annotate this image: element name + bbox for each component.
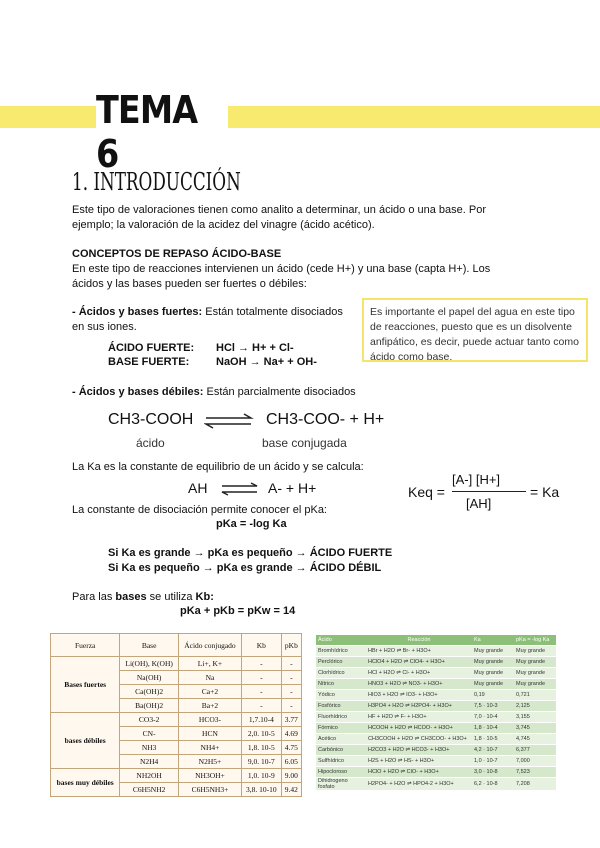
ah-equilibrium-arrows-icon [220,482,260,496]
table-cell: - [281,671,301,685]
table-cell: HNO3 + H2O ⇌ NO3- + H3O+ [366,679,472,690]
table-cell: Nítrico [316,679,366,690]
table-cell: Ba+2 [178,699,241,713]
keq-numerator: [A-] [H+] [452,472,501,487]
table-cell: CO3-2 [120,713,179,727]
table-cell: Ba(OH)2 [120,699,179,713]
table-cell: Muy grande [514,668,556,679]
table-cell: HClO4 + H2O ⇌ ClO4- + H3O+ [366,657,472,668]
table-cell: 3,155 [514,712,556,723]
strong-label: - Ácidos y bases fuertes: [72,306,203,318]
strong-paragraph [72,305,352,335]
table-header-cell: Ka [472,635,514,646]
table-cell: Na [178,671,241,685]
table-cell: Ca(OH)2 [120,685,179,699]
acid-label: ácido [136,436,165,450]
table-cell: - [281,685,301,699]
pka-formula: pKa = -log Ka [216,518,287,530]
ka-paragraph: La Ka es la constante de equilibrio de un ácido y se calcula: [72,461,364,473]
table-row [316,690,556,701]
table-cell: 6.05 [281,755,301,769]
table-cell: N2H5+ [178,755,241,769]
table-cell: HCOOH + H2O ⇌ HCOO- + H3O+ [366,723,472,734]
bases-suffix: se utiliza [146,591,196,603]
title-band-left [0,106,96,128]
table-cell: N2H4 [120,755,179,769]
table-cell: 1,0. 10-9 [241,769,281,783]
table-header-cell: Ácido [316,635,366,646]
rule-strong: Si Ka es grande → pKa es pequeño → ÁCIDO FUERTE [108,547,393,559]
keq-equals-ka: = Ka [530,484,560,500]
table-row [316,778,556,791]
table-cell: Clorhídrico [316,668,366,679]
conjugate-base-label: base conjugada [262,436,347,450]
table-cell: 3,0 · 10-8 [472,767,514,778]
table-cell: HCN [178,727,241,741]
group-label: bases débiles [51,713,120,769]
table-cell: 6,377 [514,745,556,756]
group-label: bases muy débiles [51,769,120,797]
table-cell: HF + H2O ⇌ F- + H3O+ [366,712,472,723]
table-cell: Muy grande [472,657,514,668]
table-cell: Acético [316,734,366,745]
table-row [316,734,556,745]
table-row [51,769,302,783]
acetate-formula: CH3-COO- + H+ [266,411,385,428]
title-band-right [228,106,600,128]
equilibrium-arrows-icon [204,413,254,429]
table-cell: 2,0. 10-5 [241,727,281,741]
table-cell: Carbónico [316,745,366,756]
table-cell: 3.77 [281,713,301,727]
weak-label: - Ácidos y bases débiles: [72,386,204,398]
table-row [316,723,556,734]
weak-text: Están parcialmente disociados [203,386,356,398]
table-header-cell: Fuerza [51,634,120,657]
table-cell: 1,8. 10-5 [241,741,281,755]
table-cell: CN- [120,727,179,741]
table-cell: 7,000 [514,756,556,767]
table-cell: H2CO3 + H2O ⇌ HCO3- + H3O+ [366,745,472,756]
table-cell: H3PO4 + H2O ⇌ H2PO4- + H3O+ [366,701,472,712]
table-row [51,657,302,671]
table-cell: NH4+ [178,741,241,755]
table-row [316,679,556,690]
table-header-cell: Reacción [366,635,472,646]
pkb-formula: pKa + pKb = pKw = 14 [180,605,296,617]
table-cell: HBr + H2O ⇌ Br- + H3O+ [366,646,472,657]
table-cell: HIO3 + H2O ⇌ IO3- + H3O+ [366,690,472,701]
concepts-paragraph: En este tipo de reacciones intervienen un ácido (cede H+) y una base (capta H+). Los ácidos y las bases pueden ser fuertes o débiles: [72,263,491,290]
page-title: TEMA 6 [96,88,212,138]
acids-table [316,635,556,791]
table-cell: 4.75 [281,741,301,755]
table-cell: C6H5NH2 [120,783,179,797]
table-row [316,657,556,668]
table-header-cell: pKa = -log Ka [514,635,556,646]
table-cell: - [241,657,281,671]
weak-paragraph [72,385,392,400]
bases-word: bases [115,591,147,603]
table-cell: 2,125 [514,701,556,712]
table-cell: 4.69 [281,727,301,741]
pka-paragraph: La constante de disociación permite conocer el pKa: [72,504,327,516]
water-note: Es importante el papel del agua en este tipo de reacciones, puesto que es un disolvente anfipático, es decir, puede actuar tanto como ácido como base. [362,298,588,362]
base-strong-equation: NaOH → Na+ + OH- [216,356,317,368]
table-cell: HClO + H2O ⇌ ClO- + H3O+ [366,767,472,778]
table-cell: H2PO4- + H2O ⇌ HPO4-2 + H3O+ [366,778,472,791]
table-cell: Fórmico [316,723,366,734]
table-cell: Na(OH) [120,671,179,685]
table-cell: Li(OH), K(OH) [120,657,179,671]
table-cell: 1,8 · 10-4 [472,723,514,734]
table-row [316,767,556,778]
acids-table-body [316,646,556,791]
keq-fraction-line [452,491,526,492]
table-cell: H2S + H2O ⇌ HS- + H3O+ [366,756,472,767]
table-cell: 7,523 [514,767,556,778]
table-cell: Hipocloroso [316,767,366,778]
section-title: 1. INTRODUCCIÓN [72,168,241,196]
table-header-row [316,635,556,646]
table-cell: CH3COOH + H2O ⇌ CH3COO- + H3O+ [366,734,472,745]
table-cell: 4,2 · 10-7 [472,745,514,756]
table-header-cell: pKb [281,634,301,657]
table-cell: - [241,699,281,713]
table-header-cell: Ácido conjugado [178,634,241,657]
table-cell: 7,208 [514,778,556,791]
table-cell: 9.42 [281,783,301,797]
table-cell: Muy grande [514,679,556,690]
acid-strong-equation: HCl → H+ + Cl- [216,342,294,354]
table-row [51,713,302,727]
table-cell: 6,2 · 10-8 [472,778,514,791]
table-cell: 9.00 [281,769,301,783]
table-cell: 7,5 · 10-3 [472,701,514,712]
table-cell: Perclórico [316,657,366,668]
table-cell: - [281,699,301,713]
intro-paragraph: Este tipo de valoraciones tienen como analito a determinar, un ácido o una base. Por ejemplo; la valoración de la acidez del vinagre (ácido acético). [72,204,486,231]
table-cell: C6H5NH3+ [178,783,241,797]
table-cell: 9,0. 10-7 [241,755,281,769]
table-cell: NH3OH+ [178,769,241,783]
keq-label: Keq = [408,484,445,500]
table-cell: 3,745 [514,723,556,734]
table-cell: Muy grande [472,668,514,679]
bases-table [50,633,302,797]
table-cell: 3,8. 10-10 [241,783,281,797]
table-cell: Yódico [316,690,366,701]
table-header-cell: Kb [241,634,281,657]
table-header-row [51,634,302,657]
table-cell: 7,0 · 10-4 [472,712,514,723]
table-row [316,646,556,657]
table-cell: Sulfhídrico [316,756,366,767]
table-cell: Fosfórico [316,701,366,712]
table-cell: HCO3- [178,713,241,727]
acetic-acid-formula: CH3-COOH [108,411,194,428]
table-header-cell: Base [120,634,179,657]
table-cell: 1,8 · 10-5 [472,734,514,745]
ah-formula: AH [188,480,208,496]
bases-paragraph [72,590,214,605]
table-cell: 1,0 · 10-7 [472,756,514,767]
rule-weak: Si Ka es pequeño → pKa es grande → ÁCIDO DÉBIL [108,562,382,574]
table-row [316,756,556,767]
table-cell: 0,721 [514,690,556,701]
table-cell: Dihidrogeno fosfato [316,778,366,791]
concepts-heading: CONCEPTOS DE REPASO ÁCIDO-BASE [72,248,282,260]
table-cell: NH2OH [120,769,179,783]
table-cell: 0,19 [472,690,514,701]
acid-strong-label: ÁCIDO FUERTE: [108,342,195,354]
strong-text: Están totalmente disociados en sus iones. [72,306,343,333]
table-cell: Muy grande [514,657,556,668]
base-strong-label: BASE FUERTE: [108,356,190,368]
table-cell: Li+, K+ [178,657,241,671]
table-row [316,712,556,723]
table-cell: - [241,685,281,699]
table-cell: Ca+2 [178,685,241,699]
table-cell: - [241,671,281,685]
table-row [316,701,556,712]
table-cell: Muy grande [472,679,514,690]
table-cell: 1,7.10-4 [241,713,281,727]
table-cell: Muy grande [472,646,514,657]
table-cell: Muy grande [514,646,556,657]
table-cell: Bromhídrico [316,646,366,657]
table-row [316,668,556,679]
table-row [316,745,556,756]
keq-denominator: [AH] [466,496,492,511]
table-cell: Fluorhídrico [316,712,366,723]
table-cell: - [281,657,301,671]
a-h-products: A- + H+ [268,480,317,496]
bases-kb: Kb: [195,591,214,603]
group-label: Bases fuertes [51,657,120,713]
table-cell: 4,745 [514,734,556,745]
table-cell: NH3 [120,741,179,755]
bases-prefix: Para las [72,591,116,603]
table-cell: HCl + H2O ⇌ Cl- + H3O+ [366,668,472,679]
